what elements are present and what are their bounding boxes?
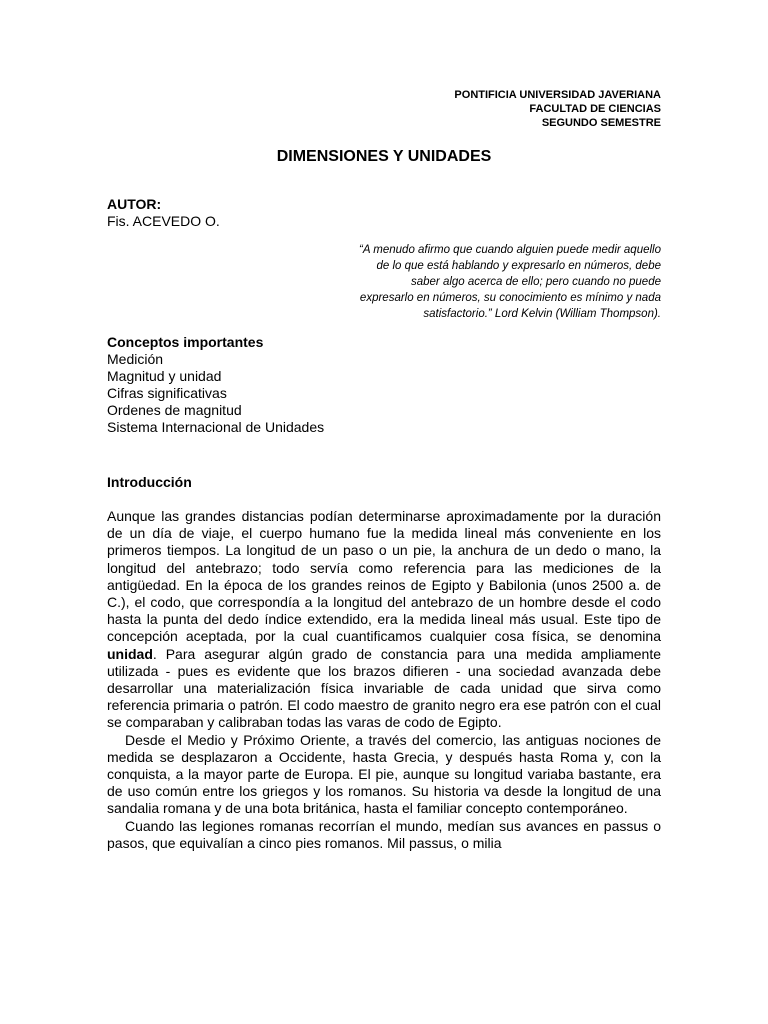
epigraph-quote [301, 242, 661, 322]
quote-line: “A menudo afirmo que cuando alguien puede medir aquello [359, 244, 661, 256]
author-name: Fis. ACEVEDO O. [107, 213, 220, 229]
bold-term-unidad: unidad [107, 645, 153, 662]
header-faculty: FACULTAD DE CIENCIAS [529, 103, 661, 115]
author-label: AUTOR: [107, 196, 162, 212]
quote-line: de lo que está hablando y expresarlo en números, debe [376, 260, 661, 272]
introduction-body [107, 508, 661, 852]
concept-item: Cifras significativas [107, 385, 227, 401]
quote-line: expresarlo en números, su conocimiento es mínimo y nada [359, 292, 661, 304]
paragraph: Desde el Medio y Próximo Oriente, a través del comercio, las antiguas nociones de medida se desplazaron a Occidente, hasta Grecia, y después hasta Roma y, con la conquista, a la mayor parte de Europa. El pie, aunque su longitud variaba bastante, era de uso común entre los griegos y los romanos. Su historia va desde la longitud de una sandalia romana y de una bota británica, hasta el familiar concepto contemporáneo. [107, 731, 661, 817]
paragraph: Cuando las legiones romanas recorrían el mundo, medían sus avances en passus o pasos, que equivalían a cinco pies romanos. Mil passus, o milia [107, 817, 661, 851]
concepts-list [107, 351, 324, 436]
quote-line: saber algo acerca de ello; pero cuando no puede [411, 276, 661, 288]
institution-header [454, 88, 661, 130]
paragraph: Aunque las grandes distancias podían determinarse aproximadamente por la duración de un día de viaje, el cuerpo humano fue la medida lineal más conveniente en los primeros tiempos. La longitud de un paso o un pie, la anchura de un dedo o mano, la longitud del antebrazo; todo servía como referencia para las mediciones de la antigüedad. En la época de los grandes reinos de Egipto y Babilonia (unos 2500 a. de C.), el codo, que correspondía a la longitud del antebrazo de un hombre desde el codo hasta la punta del dedo índice extendido, era la medida lineal más usual. Este tipo de concepción aceptada, por la cual cuantificamos cualquier cosa física, se denomina unidad. Para asegurar algún grado de constancia para una medida ampliamente utilizada - pues es evidente que los brazos difieren - una sociedad avanzada debe desarrollar una materialización física invariable de cada unidad que sirva como referencia primaria o patrón. El codo maestro de granito negro era ese patrón con el cual se comparaban y calibraban todas las varas de codo de Egipto. [107, 508, 661, 731]
document-title: DIMENSIONES Y UNIDADES [276, 148, 492, 165]
concept-item: Sistema Internacional de Unidades [107, 419, 325, 435]
header-university: PONTIFICIA UNIVERSIDAD JAVERIANA [454, 89, 661, 101]
introduction-heading: Introducción [107, 474, 192, 490]
concept-item: Magnitud y unidad [107, 368, 222, 384]
concept-item: Ordenes de magnitud [107, 402, 242, 418]
header-semester: SEGUNDO SEMESTRE [541, 117, 661, 129]
concept-item: Medición [107, 351, 164, 367]
concepts-heading: Conceptos importantes [107, 334, 264, 350]
quote-line: satisfactorio.” Lord Kelvin (William Thompson). [423, 308, 661, 320]
